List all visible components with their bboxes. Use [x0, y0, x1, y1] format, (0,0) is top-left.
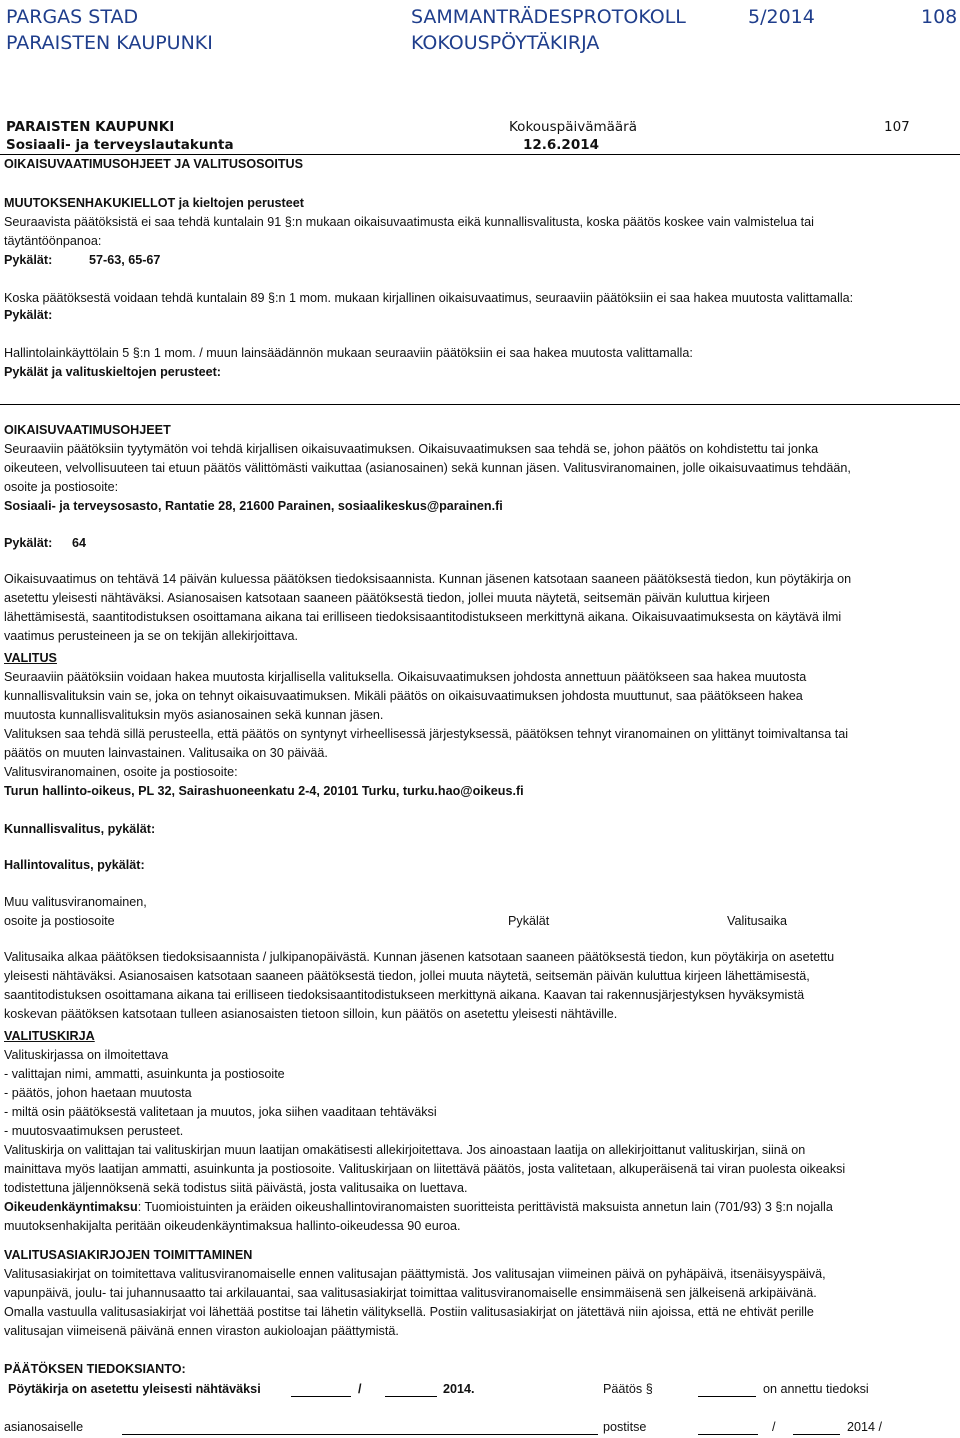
sections-value: 57-63, 65-67: [89, 253, 161, 267]
page-number: 108: [921, 6, 958, 28]
paragraph-line: koskevan päätöksen katsotaan tulleen asianosaisten tietoon silloin, kun päätös on asetettu yleisesti nähtäville.: [4, 1007, 618, 1021]
rectification-title: OIKAISUVAATIMUSOHJEET: [4, 423, 171, 437]
paragraph-line: Valitusviranomainen, osoite ja postiosoite:: [4, 765, 238, 779]
paragraph-line: saantitodistuksen osoittamana aikana tai erilliseen tiedoksisaantitodistukseen merkittynä aikana. Kaavan tai rakennusjärjestyksen hyväksymistä: [4, 988, 805, 1002]
org-name-finnish: PARAISTEN KAUPUNKI: [6, 32, 213, 54]
paragraph-line: Seuraaviin päätöksiin tyytymätön voi tehdä kirjallisen oikaisuvaatimuksen. Oikaisuvaatimuksen saa tehdä se, johon päätös on kohdistettu tai jonka: [4, 442, 819, 456]
paragraph-line: osoite ja postiosoite:: [4, 480, 119, 494]
notified-label: on annettu tiedoksi: [763, 1382, 869, 1396]
appeal-court-address: Turun hallinto-oikeus, PL 32, Sairashuoneenkatu 2-4, 20101 Turku, turku.hao@oikeus.fi: [4, 784, 524, 798]
blank-party-field[interactable]: [122, 1422, 598, 1435]
sections-label: Pykälät:: [4, 253, 53, 267]
paragraph-line: Koska päätöksestä voidaan tehdä kuntalain 89 §:n 1 mom. mukaan kirjallinen oikaisuvaatimus, seuraaviin päätöksiin ei saa hakea muutosta valittamalla:: [4, 291, 854, 305]
sections-label: Pykälät:: [4, 536, 53, 550]
subheader-board: Sosiaali- ja terveyslautakunta: [6, 137, 234, 153]
section-divider: [0, 404, 960, 405]
doc-type-swedish: SAMMANTRÄDESPROTOKOLL: [411, 6, 686, 28]
paragraph-line: päätös on muuten lainvastainen. Valitusaika on 30 päivää.: [4, 746, 328, 760]
paragraph-line: Valituskirjassa on ilmoitettava: [4, 1048, 169, 1062]
year-label: 2014 /: [847, 1420, 883, 1434]
subheader-page: 107: [884, 119, 910, 135]
by-post-label: postitse: [603, 1420, 647, 1434]
meeting-date: 12.6.2014: [523, 137, 600, 153]
paragraph-line: Valituksen saa tehdä sillä perusteella, että päätös on syntynyt virheellisessä järjestyksessä, päätöksen tehnyt viranomainen on ylittänyt toimivaltansa tai: [4, 727, 849, 741]
paragraph-line: Valituskirja on valittajan tai valituskirjan muun laatijan omakätisesti allekirjoitettava. Jos ainoastaan laatija on allekirjoittanut valituskirjan, siinä on: [4, 1143, 806, 1157]
date-separator: /: [358, 1382, 362, 1396]
notification-title: PÄÄTÖKSEN TIEDOKSIANTO:: [4, 1362, 186, 1376]
section-appeal-bans-title: MUUTOKSENHAKUKIELLOT ja kieltojen perusteet: [4, 196, 304, 210]
paragraph-line: täytäntöönpanoa:: [4, 234, 102, 248]
delivery-title: VALITUSASIAKIRJOJEN TOIMITTAMINEN: [4, 1248, 253, 1262]
other-authority-address-label: osoite ja postiosoite: [4, 914, 115, 928]
sections-label: Pykälät:: [4, 308, 53, 322]
court-fee-text: : Tuomioistuinten ja eräiden oikeushallintoviranomaisten suoritteista perittävistä maksuista annetun lain (701/93) 3 §:n nojalla: [137, 1200, 833, 1214]
list-item: - muutosvaatimuksen perusteet.: [4, 1124, 184, 1138]
municipal-appeal-label: Kunnallisvalitus, pykälät:: [4, 822, 156, 836]
blank-month-field[interactable]: [385, 1384, 437, 1397]
issue-number: 5/2014: [748, 6, 815, 28]
date-separator: /: [772, 1420, 776, 1434]
column-sections: Pykälät: [508, 914, 550, 928]
appeal-document-title: VALITUSKIRJA: [4, 1029, 95, 1043]
year-label: 2014.: [443, 1382, 475, 1396]
paragraph-line: Oikaisuvaatimus on tehtävä 14 päivän kuluessa päätöksen tiedoksisaannista. Kunnan jäsenen katsotaan saaneen päätöksestä tiedon, kun pöytäkirja on: [4, 572, 852, 586]
column-appeal-period: Valitusaika: [727, 914, 787, 928]
minutes-displayed-label: Pöytäkirja on asetettu yleisesti nähtäväksi: [8, 1382, 261, 1396]
paragraph-line: valitusajan viimeisenä päivänä ennen viraston aukioloajan päättymistä.: [4, 1324, 399, 1338]
list-item: - valittajan nimi, ammatti, asuinkunta ja postiosoite: [4, 1067, 285, 1081]
paragraph-line: lähettämisestä, saantitodistuksen osoittamana aikana tai erilliseen tiedoksisaantitodistukseen merkittynä aikana. Oikaisuvaatimuksesta on käytävä ilmi: [4, 610, 842, 624]
paragraph-line: Seuraavista päätöksistä ei saa tehdä kuntalain 91 §:n mukaan oikaisuvaatimusta eikä kunnallisvalitusta, koska päätös koskee vain valmistelua tai: [4, 215, 814, 229]
rectification-address: Sosiaali- ja terveysosasto, Rantatie 28, 21600 Parainen, sosiaalikeskus@parainen.fi: [4, 499, 503, 513]
blank-post-day-field[interactable]: [698, 1422, 758, 1435]
org-name-swedish: PARGAS STAD: [6, 6, 139, 28]
doc-type-finnish: KOKOUSPÖYTÄKIRJA: [411, 32, 600, 54]
court-fee-label: Oikeudenkäyntimaksu: [4, 1200, 138, 1214]
paragraph-line: asetettu yleisesti nähtäväksi. Asianosaisen katsotaan saaneen päätöksestä tiedon, jollei muuta näytetä, seitsemän päivän kuluttua kirjeen: [4, 591, 770, 605]
paragraph-line: Valitusaika alkaa päätöksen tiedoksisaannista / julkipanopäivästä. Kunnan jäsenen katsotaan saaneen päätöksestä tiedon, kun pöytäkirja on asetettu: [4, 950, 835, 964]
meeting-date-label: Kokouspäivämäärä: [509, 119, 637, 135]
paragraph-line: muutoksenhakijalta peritään oikeudenkäyntimaksua hallinto-oikeudessa 90 euroa.: [4, 1219, 461, 1233]
blank-section-field[interactable]: [698, 1384, 756, 1397]
administrative-appeal-label: Hallintovalitus, pykälät:: [4, 858, 145, 872]
list-item: - miltä osin päätöksestä valitetaan ja muutos, joka siihen vaaditaan tehtäväksi: [4, 1105, 437, 1119]
paragraph-line: Valitusasiakirjat on toimitettava valitusviranomaiselle ennen valitusajan päättymistä. Jos valitusajan viimeinen päivä on pyhäpäivä, itsenäisyyspäivä,: [4, 1267, 826, 1281]
party-label: asianosaiselle: [4, 1420, 84, 1434]
paragraph-line: muutosta kunnallisvalituksin myös asianosainen sekä kunnan jäsen.: [4, 708, 384, 722]
appeal-title: VALITUS: [4, 651, 57, 665]
list-item: - päätös, johon haetaan muutosta: [4, 1086, 192, 1100]
blank-post-month-field[interactable]: [793, 1422, 840, 1435]
paragraph-line: vaatimus perusteineen ja se on tekijän allekirjoittava.: [4, 629, 299, 643]
paragraph-line: oikeuteen, velvollisuuteen tai etuun päätös välittömästi vaikuttaa (asianosainen) sekä kunnan jäsen. Valitusviranomainen, jolle oikaisuvaatimus tehdään,: [4, 461, 851, 475]
sections-and-grounds-label: Pykälät ja valituskieltojen perusteet:: [4, 365, 221, 379]
court-fee-paragraph: [4, 1198, 833, 1217]
paragraph-line: kunnallisvalituksin vain se, joka on tehnyt oikaisuvaatimuksen. Mikäli päätös on oikaisuvaatimuksen johdosta muuttunut, saa päätökseen hakea: [4, 689, 803, 703]
decision-section-label: Päätös §: [603, 1382, 653, 1396]
paragraph-line: mainittava myös laatijan ammatti, asuinkunta ja postiosoite. Valituskirjaan on liitettävä päätös, josta valitetaan, alkuperäisenä tai viran puolesta oikeaksi: [4, 1162, 846, 1176]
paragraph-line: vapunpäivä, joulu- tai juhannusaatto tai arkilauantai, saa valitusasiakirjat toimittaa valitusviranomaiselle ensimmäisenä sen jälkeisenä arkipäivänä.: [4, 1286, 817, 1300]
paragraph-line: Hallintolainkäyttölain 5 §:n 1 mom. / muun lainsäädännön mukaan seuraaviin päätöksiin ei saa hakea muutosta valittamalla:: [4, 346, 693, 360]
paragraph-line: todistettuna jäljennöksenä sekä todistus siitä päivästä, josta valitusaika on luettava.: [4, 1181, 468, 1195]
paragraph-line: Omalla vastuulla valitusasiakirjat voi lähettää postitse tai lähetin välityksellä. Postiin valitusasiakirjat on jätettävä niin ajoissa, että ne ehtivät perille: [4, 1305, 814, 1319]
other-authority-label: Muu valitusviranomainen,: [4, 895, 147, 909]
paragraph-line: yleisesti nähtäväksi. Asianosaisen katsotaan saaneen päätöksestä tiedon, jollei muuta näytetä, seitsemän päivän kuluttua kirjeen lähettämisestä,: [4, 969, 810, 983]
main-title: OIKAISUVAATIMUSOHJEET JA VALITUSOSOITUS: [4, 157, 304, 171]
paragraph-line: Seuraaviin päätöksiin voidaan hakea muutosta kirjallisella valituksella. Oikaisuvaatimuksen johdosta annettuun päätökseen saa hakea muutosta: [4, 670, 807, 684]
sections-value: 64: [72, 536, 87, 550]
blank-day-field[interactable]: [291, 1384, 351, 1397]
subheader-org: PARAISTEN KAUPUNKI: [6, 119, 175, 135]
